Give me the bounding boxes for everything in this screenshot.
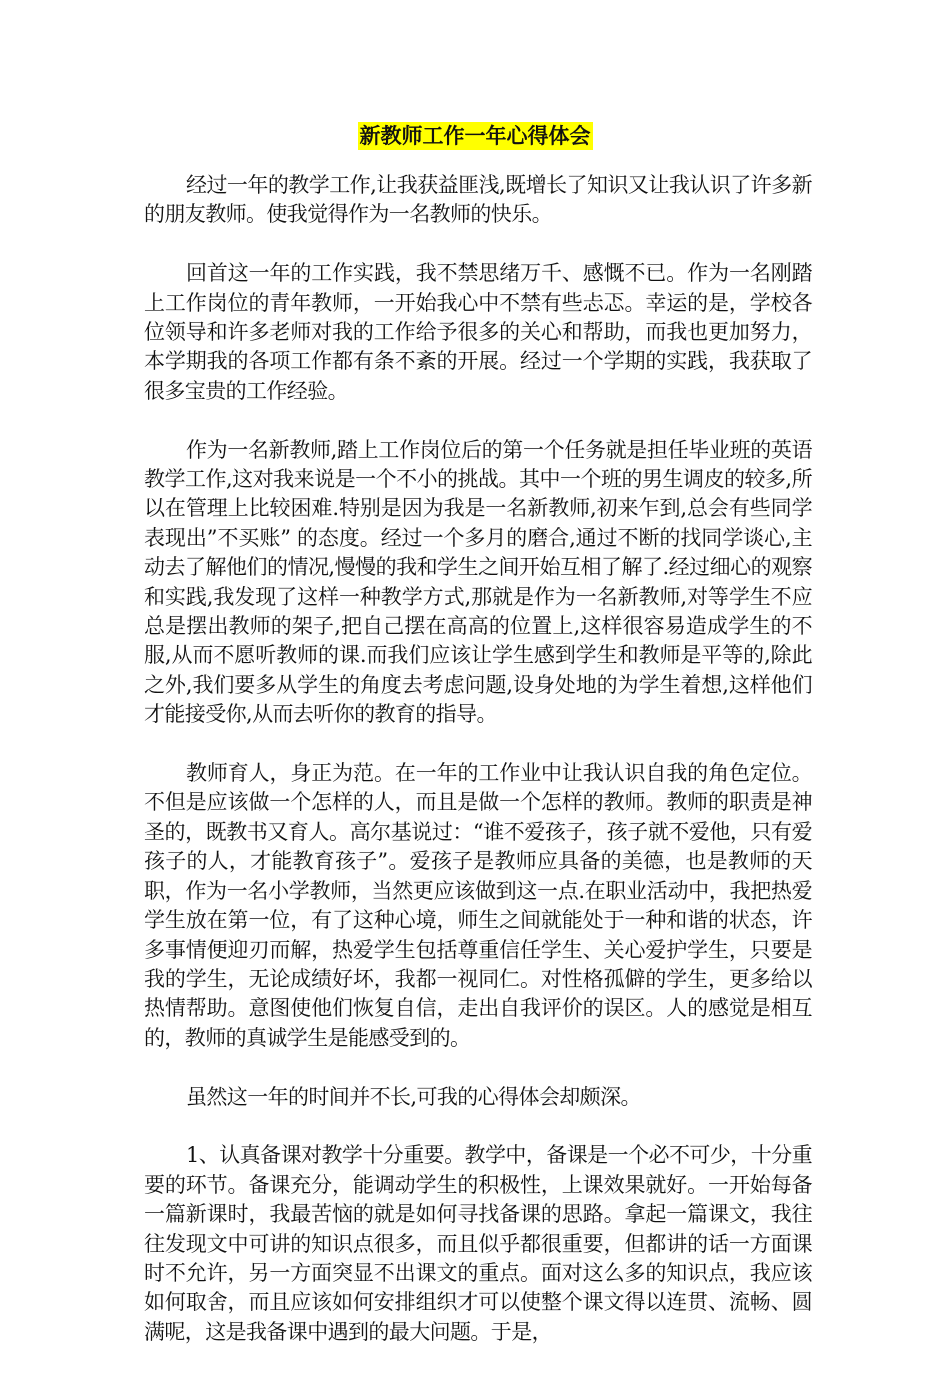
paragraph-4: 教师育人，身正为范。在一年的工作业中让我认识自我的角色定位。不但是应该做一个怎样的人，而且是做一个怎样的教师。教师的职责是神圣的，既教书又育人。高尔基说过：“谁不爱孩子，孩子就不爱他，只有爱孩子的人，才能教育孩子”。爱孩子是教师应具备的美德，也是教师的天职，作为一名小学教师，当然更应该做到这一点.在职业活动中，我把热爱学生放在第一位，有了这种心境，师生之间就能处于一种和谐的状态，许多事情便迎刃而解，热爱学生包括尊重信任学生、关心爱护学生，只要是我的学生，无论成绩好坏，我都一视同仁。对性格孤僻的学生，更多给以热情帮助。意图使他们恢复自信，走出自我评价的误区。人的感觉是相互的，教师的真诚学生是能感受到的。 [144, 761, 812, 1050]
paragraph-6: 1、认真备课对教学十分重要。教学中，备课是一个必不可少，十分重要的环节。备课充分，能调动学生的积极性，上课效果就好。一开始每备一篇新课时，我最苦恼的就是如何寻找备课的思路。拿起一篇课文，我往往发现文中可讲的知识点很多，而且似乎都很重要，但都讲的话一方面课时不允许，另一方面突显不出课文的重点。面对这么多的知识点，我应该如何取舍，而且应该如何安排组织才可以使整个课文得以连贯、流畅、圆满呢，这是我备课中遇到的最大问题。于是， [144, 1143, 812, 1344]
title-row [0, 122, 950, 150]
paragraph-5: 虽然这一年的时间并不长,可我的心得体会却颇深。 [186, 1084, 641, 1109]
document-title: 新教师工作一年心得体会 [359, 123, 591, 148]
paragraph-1: 经过一年的教学工作,让我获益匪浅,既增长了知识又让我认识了许多新的朋友教师。使我觉得作为一名教师的快乐。 [144, 173, 812, 227]
paragraph-2: 回首这一年的工作实践，我不禁思绪万千、感慨不已。作为一名刚踏上工作岗位的青年教师，一开始我心中不禁有些忐忑。幸运的是，学校各位领导和许多老师对我的工作给予很多的关心和帮助，而我也更加努力，本学期我的各项工作都有条不紊的开展。经过一个学期的实践，我获取了很多宝贵的工作经验。 [144, 261, 812, 403]
paragraph-3: 作为一名新教师,踏上工作岗位后的第一个任务就是担任毕业班的英语教学工作,这对我来说是一个不小的挑战。其中一个班的男生调皮的较多,所以在管理上比较困难.特别是因为我是一名新教师,初来乍到,总会有些同学表现出”不买账” 的态度。经过一个多月的磨合,通过不断的找同学谈心,主动去了解他们的情况,慢慢的我和学生之间开始互相了解了.经过细心的观察和实践,我发现了这样一种教学方式,那就是作为一名新教师,对等学生不应总是摆出教师的架子,把自己摆在高高的位置上,这样很容易造成学生的不服,从而不愿听教师的课.而我们应该让学生感到学生和教师是平等的,除此之外,我们要多从学生的角度去考虑问题,设身处地的为学生着想,这样他们才能接受你,从而去听你的教育的指导。 [144, 437, 812, 727]
document-body [144, 171, 812, 1377]
